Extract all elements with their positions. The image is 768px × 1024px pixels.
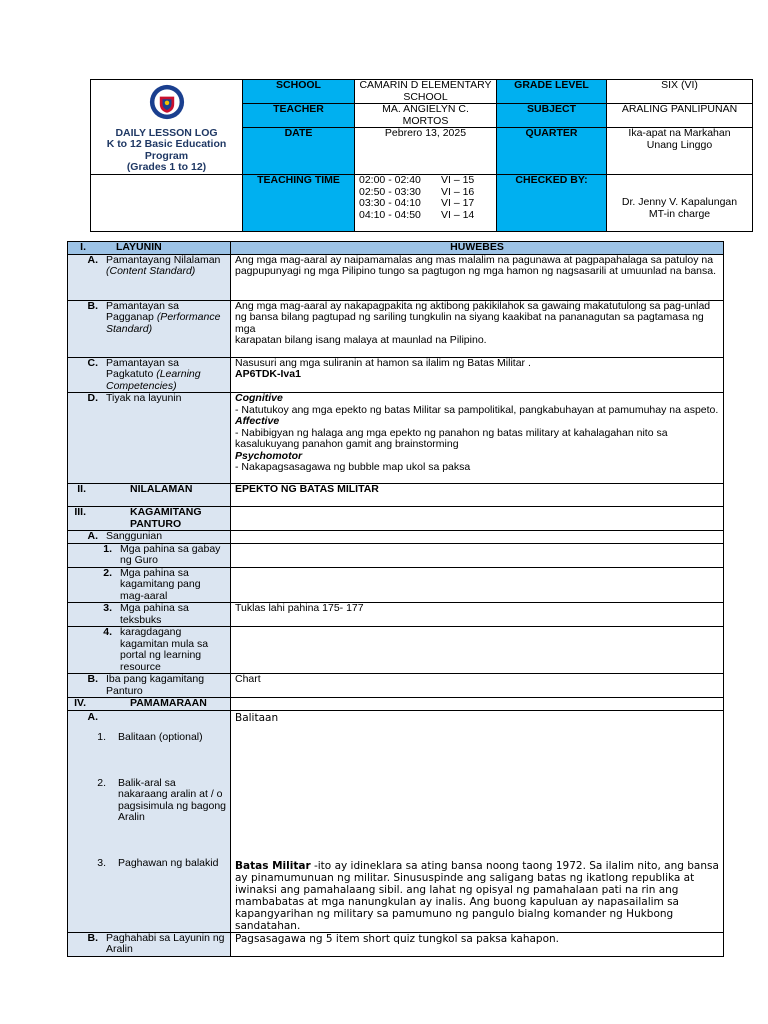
- content-line: Ang mga mag-aaral ay nakapagpakita ng aktibong pakikilahok sa gawaing makatutulong sa pag-unlad: [235, 299, 711, 312]
- section-iv-content: [231, 698, 724, 711]
- row-b-label: [68, 300, 231, 357]
- row-label-italic: (Content Standard): [106, 265, 196, 277]
- row-label-italic: (Performance Standard): [106, 311, 221, 335]
- row-label: Iba pang kagamitang Panturo: [106, 673, 205, 697]
- empty-cell: [91, 175, 243, 232]
- time-slot: 03:30 - 04:10: [359, 197, 421, 209]
- row-d-label: [68, 393, 231, 484]
- term-bold: Batas Militar: [235, 859, 311, 872]
- resource-1-label: [68, 543, 231, 567]
- row-label: karagdagang kagamitan mula sa portal ng learning resource: [120, 626, 209, 673]
- row-number: 4.: [103, 626, 112, 638]
- content-line: ng bansa bilang pagtupad ng sariling tungkulin na siyang kaakibat na pananagutan sa pagtamasa ng mga: [235, 311, 704, 335]
- other-materials-content: Chart: [231, 674, 724, 698]
- teaching-time-value: [355, 175, 497, 232]
- objective-text: - Nabibigyan ng halaga ang mga epekto ng panahon ng batas military at kahalagahan nito sa kasalukuyang panahon gamit ang brainstorming: [235, 426, 668, 450]
- section-label: LAYUNIN: [116, 241, 162, 253]
- step-number: 3.: [97, 856, 106, 869]
- section-number: III.: [74, 506, 86, 518]
- row-label: Pamantayan sa Pagkatuto: [106, 356, 179, 380]
- content-line: Nasusuri ang mga suliranin at hamon sa ilalim ng Batas Militar .: [235, 356, 531, 369]
- teacher-value: MA. ANGIELYN C. MORTOS: [355, 104, 497, 128]
- checked-by-label: CHECKED BY:: [497, 175, 607, 232]
- row-number: 3.: [103, 602, 112, 614]
- row-label: Tiyak na layunin: [106, 392, 182, 404]
- section-label: PAMAMARAAN: [130, 697, 207, 709]
- teaching-time-label: TEACHING TIME: [243, 175, 355, 232]
- layunin-header: [68, 242, 231, 255]
- row-c-label: [68, 357, 231, 393]
- section-number: I.: [80, 241, 86, 253]
- dll-title-line: Program: [144, 149, 189, 162]
- balitaan-text: Balitaan: [235, 711, 279, 724]
- row-label: Pamantayang Nilalaman: [106, 253, 221, 266]
- batas-militar-definition: [235, 860, 719, 932]
- quarter-line: Unang Linggo: [646, 138, 713, 151]
- quarter-value: [607, 128, 753, 175]
- subject-value: ARALING PANLIPUNAN: [607, 104, 753, 128]
- row-letter: D.: [87, 392, 98, 404]
- time-slot: 02:00 - 02:40: [359, 174, 421, 186]
- row-letter: B.: [87, 673, 98, 685]
- lesson-table: [67, 241, 724, 957]
- row-label: Pamantayan sa Pagganap: [106, 299, 179, 323]
- section-label: NILALAMAN: [130, 483, 193, 495]
- objective-heading: Affective: [235, 415, 280, 427]
- dll-title: [95, 128, 238, 174]
- quarter-label: QUARTER: [497, 128, 607, 175]
- objective-text: - Natutukoy ang mga epekto ng batas Militar sa pampolitikal, pangkabuhayan at pamumuhay na aspeto.: [235, 403, 719, 416]
- subject-label: SUBJECT: [497, 104, 607, 128]
- procedure-a-label: [68, 710, 231, 932]
- section-number: II.: [77, 483, 86, 495]
- dll-title-line: (Grades 1 to 12): [126, 161, 207, 173]
- content-line: Ang mga mag-aaral ay naipamamalas ang mas malalim na pagunawa at pagpapahalaga sa patuloy na: [235, 253, 714, 266]
- header-table: [90, 79, 753, 232]
- time-section: VI – 14: [441, 208, 475, 221]
- content-line: pagpupunyagi ng mga Pilipino tungo sa pagtugon ng mga hamon ng nagsasarili at umuunlad na bansa.: [235, 265, 717, 277]
- row-number: 1.: [103, 542, 112, 555]
- time-section: VI – 17: [441, 197, 475, 209]
- sanggunian-content: [231, 531, 724, 544]
- time-slot: 04:10 - 04:50: [359, 208, 421, 221]
- deped-seal-logo: [149, 84, 185, 120]
- other-materials-label: [68, 674, 231, 698]
- row-label: Paghahabi sa Layunin ng Aralin: [106, 931, 225, 955]
- row-letter: A.: [87, 710, 98, 723]
- row-c-content: [231, 357, 724, 393]
- row-letter: C.: [87, 356, 98, 369]
- row-letter: B.: [87, 299, 98, 312]
- resource-4-label: [68, 627, 231, 674]
- row-d-content: [231, 393, 724, 484]
- school-label: SCHOOL: [243, 80, 355, 104]
- day-header: HUWEBES: [231, 242, 724, 255]
- section-number: IV.: [74, 697, 86, 709]
- date-value: Pebrero 13, 2025: [355, 128, 497, 175]
- sanggunian-label: [68, 531, 231, 544]
- teacher-label: TEACHER: [243, 104, 355, 128]
- objective-heading: Cognitive: [235, 392, 283, 404]
- row-number: 2.: [103, 566, 112, 579]
- row-label: Mga pahina sa kagamitang pang mag-aaral: [120, 566, 201, 602]
- section-ii-content: EPEKTO NG BATAS MILITAR: [231, 484, 724, 507]
- time-slot: 02:50 - 03:30: [359, 185, 421, 198]
- content-line: karapatan bilang isang malaya at maunlad na Pilipino.: [235, 334, 487, 346]
- row-label: Mga pahina sa teksbuks: [120, 602, 189, 626]
- section-ii-label: [68, 484, 231, 507]
- school-value: CAMARIN D ELEMENTARY SCHOOL: [355, 80, 497, 104]
- row-label: Sanggunian: [106, 530, 163, 542]
- checked-by-value: [607, 175, 753, 232]
- row-b-content: [231, 300, 724, 357]
- procedure-b-content: Pagsasagawa ng 5 item short quiz tungkol sa paksa kahapon.: [231, 932, 724, 956]
- dll-title-line: K to 12 Basic Education: [106, 138, 227, 150]
- term-definition: -ito ay idineklara sa ating bansa noong taong 1972. Sa ilalim nito, ang bansa ay pinamumunuan ng militar. Sinususpinde ang saligang batas ng ikatlong republika at iwinaksi ang pamahalaang sibil. ang lahat ng opisyal ng pamahalaan pati na rin ang mambabatas at mga nanungkulan ay inalis. Ang buong kapuluan ay napasailalim sa kapangyarihan ng military sa pamumuno ng pangulo bialng komander ng Hukbong sandatahan.: [235, 859, 719, 932]
- row-letter: A.: [87, 530, 98, 542]
- step-number: 1.: [97, 730, 106, 743]
- quarter-line: Ika-apat na Markahan: [628, 127, 731, 139]
- competency-code: AP6TDK-Iva1: [235, 368, 301, 380]
- step-label: Balitaan (optional): [118, 730, 203, 743]
- resource-1-content: [231, 543, 724, 567]
- row-letter: B.: [87, 931, 98, 944]
- resource-2-label: [68, 567, 231, 603]
- section-iii-content: [231, 507, 724, 531]
- checker-name: Dr. Jenny V. Kapalungan: [621, 196, 738, 208]
- time-row: [359, 175, 492, 187]
- procedure-a-content: [231, 710, 724, 932]
- row-a-content: [231, 254, 724, 300]
- row-label-italic: (Learning Competencies): [106, 368, 201, 392]
- dll-title-line: DAILY LESSON LOG: [115, 126, 218, 139]
- time-section: VI – 15: [441, 174, 475, 186]
- resource-4-content: [231, 627, 724, 674]
- objective-heading: Psychomotor: [235, 449, 303, 462]
- objective-text: - Nakapagsasagawa ng bubble map ukol sa paksa: [235, 461, 471, 473]
- row-label: Mga pahina sa gabay ng Guro: [120, 542, 221, 566]
- date-label: DATE: [243, 128, 355, 175]
- section-iv-label: [68, 698, 231, 711]
- resource-2-content: [231, 567, 724, 603]
- step-label: Paghawan ng balakid: [118, 856, 219, 869]
- row-letter: A.: [87, 253, 98, 266]
- procedure-b-label: [68, 932, 231, 956]
- resource-3-label: [68, 603, 231, 627]
- resource-3-content: Tuklas lahi pahina 175- 177: [231, 603, 724, 627]
- grade-level-label: GRADE LEVEL: [497, 80, 607, 104]
- time-row: [359, 210, 492, 222]
- time-section: VI – 16: [441, 185, 475, 198]
- time-row: [359, 198, 492, 210]
- step-number: 2.: [97, 776, 106, 789]
- step-label: Balik-aral sa nakaraang aralin at / o pagsisimula ng bagong Aralin: [118, 776, 226, 823]
- row-a-label: [68, 254, 231, 300]
- section-iii-label: [68, 507, 231, 531]
- checker-role: MT-in charge: [648, 207, 711, 220]
- header-logo-cell: [91, 80, 243, 175]
- section-label: KAGAMITANG PANTURO: [130, 506, 202, 530]
- grade-level-value: SIX (VI): [607, 80, 753, 104]
